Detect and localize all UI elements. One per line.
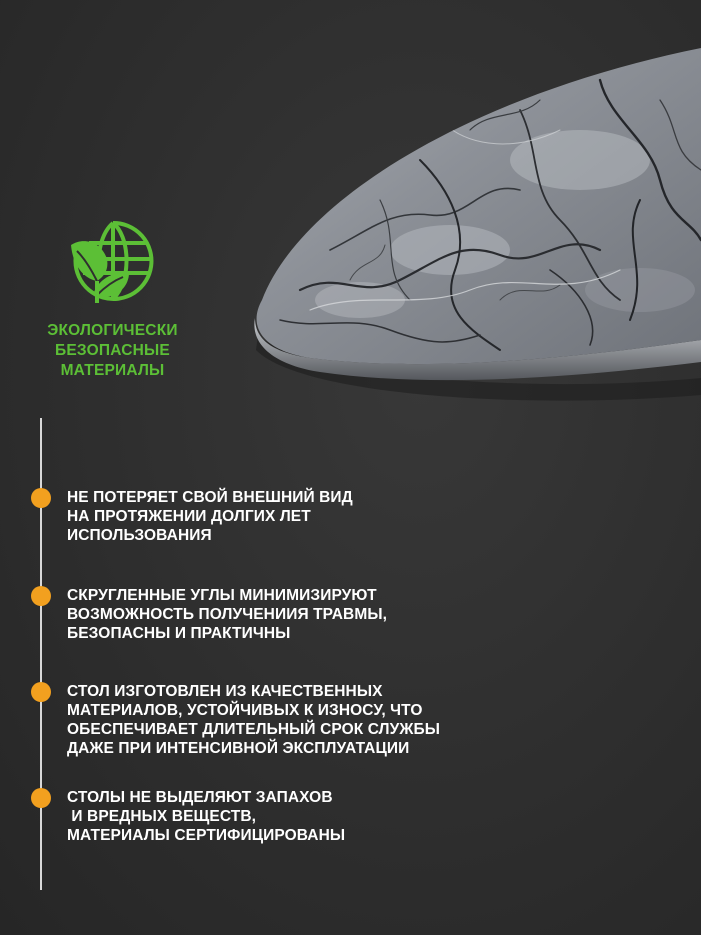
feature-text	[67, 586, 387, 643]
feature-text	[67, 682, 440, 758]
feature-text	[67, 488, 353, 545]
feature-line: СКРУГЛЕННЫЕ УГЛЫ МИНИМИЗИРУЮТ	[67, 587, 377, 604]
bullet-dot	[31, 682, 51, 702]
feature-line: И ВРЕДНЫХ ВЕЩЕСТВ,	[67, 808, 257, 825]
eco-line: МАТЕРИАЛЫ	[60, 362, 165, 379]
eco-line: ЭКОЛОГИЧЕСКИ	[47, 322, 178, 339]
globe-leaf-icon	[67, 215, 159, 307]
eco-line: БЕЗОПАСНЫЕ	[55, 342, 170, 359]
bullet-dot	[31, 488, 51, 508]
feature-line: ДАЖЕ ПРИ ИНТЕНСИВНОЙ ЭКСПЛУАТАЦИИ	[67, 740, 410, 757]
feature-line: ОБЕСПЕЧИВАЕТ ДЛИТЕЛЬНЫЙ СРОК СЛУЖБЫ	[67, 721, 440, 738]
feature-line: НА ПРОТЯЖЕНИИ ДОЛГИХ ЛЕТ	[67, 508, 311, 525]
feature-line: МАТЕРИАЛЫ СЕРТИФИЦИРОВАНЫ	[67, 827, 346, 844]
eco-badge	[30, 215, 195, 381]
feature-line: ИСПОЛЬЗОВАНИЯ	[67, 527, 212, 544]
feature-line: СТОЛЫ НЕ ВЫДЕЛЯЮТ ЗАПАХОВ	[67, 789, 333, 806]
feature-line: ВОЗМОЖНОСТЬ ПОЛУЧЕНИИЯ ТРАВМЫ,	[67, 606, 388, 623]
eco-badge-text	[30, 321, 195, 381]
feature-text	[67, 788, 345, 845]
bullet-dot	[31, 788, 51, 808]
feature-line: БЕЗОПАСНЫ И ПРАКТИЧНЫ	[67, 625, 291, 642]
feature-line: НЕ ПОТЕРЯЕТ СВОЙ ВНЕШНИЙ ВИД	[67, 489, 353, 506]
feature-line: МАТЕРИАЛОВ, УСТОЙЧИВЫХ К ИЗНОСУ, ЧТО	[67, 702, 423, 719]
feature-line: СТОЛ ИЗГОТОВЛЕН ИЗ КАЧЕСТВЕННЫХ	[67, 683, 383, 700]
bullet-dot	[31, 586, 51, 606]
